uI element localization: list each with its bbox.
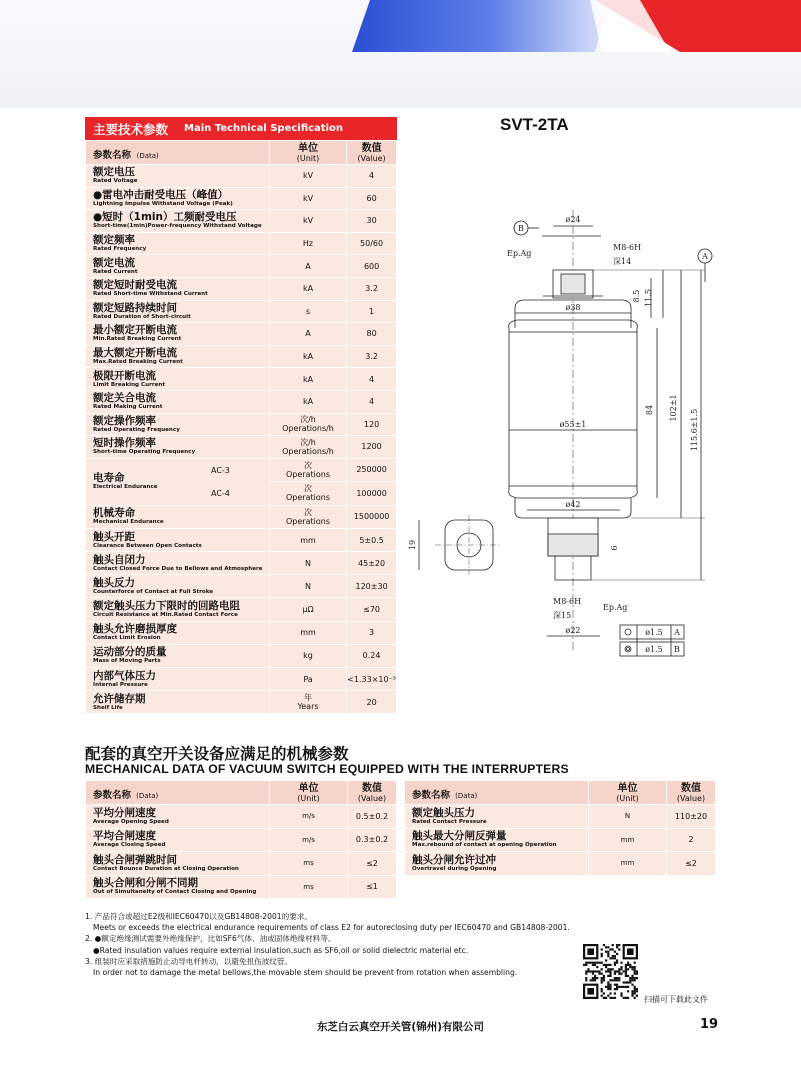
- row-unit2: Years: [297, 702, 319, 712]
- unit-cell: mm: [589, 828, 667, 852]
- row-unit: kA: [302, 284, 314, 294]
- param-en: Short-time(1min)Power-frequency Withstand Voltage: [93, 223, 262, 230]
- header-unit: [270, 781, 348, 805]
- table-row: [86, 805, 397, 829]
- table-row: [405, 828, 716, 852]
- param-name-cell: [405, 805, 589, 829]
- param-cn: 触头开距: [93, 530, 135, 543]
- value-cell: ≤2: [348, 852, 397, 876]
- dimension-label: Ep.Ag: [603, 603, 628, 612]
- unit-cell: [269, 255, 346, 278]
- dimension-label: 6: [610, 545, 619, 551]
- param-name-cell: [86, 210, 270, 233]
- header-unit-cn: 单位: [617, 782, 638, 794]
- row-unit: kV: [302, 171, 314, 181]
- param-cn: 触头最大分闸反弹量: [412, 830, 507, 843]
- header-unit: [589, 781, 667, 805]
- param-name-cell: [405, 828, 589, 852]
- table-row: [86, 668, 397, 691]
- value-cell: 3.2: [347, 277, 397, 300]
- param-cn: 额定短时耐受电流: [93, 279, 177, 292]
- value-cell: 120±30: [347, 575, 397, 598]
- header-value-cn: 数值: [681, 782, 701, 794]
- unit-cell: [269, 345, 346, 368]
- param-cn: 触头自闭力: [93, 553, 146, 566]
- mech-right-table: [404, 780, 716, 876]
- param-name-cell: [405, 852, 589, 876]
- row-unit: kg: [303, 651, 313, 661]
- value-cell: 0.3±0.2: [348, 828, 397, 852]
- header-name-en: (Data): [455, 792, 478, 800]
- table-row: [86, 323, 397, 346]
- param-en: Out of Simultaneity of Contact Closing and Opening: [93, 889, 257, 896]
- table-row: [86, 187, 397, 210]
- ac4-unit2: Operations: [286, 493, 330, 503]
- dimension-label: 84: [645, 404, 654, 416]
- header-name-en: (Data): [136, 792, 159, 800]
- param-name-cell: [86, 505, 270, 528]
- param-cn: 额定触头压力: [412, 806, 475, 819]
- value-cell: 50/60: [347, 232, 397, 255]
- value-cell: 80: [347, 323, 397, 346]
- table-row: [86, 458, 397, 482]
- table-row: [86, 436, 397, 459]
- unit-cell: N: [589, 805, 667, 829]
- row-unit: kA: [302, 374, 314, 384]
- row-unit: kV: [302, 193, 314, 203]
- header-unit-en: (Unit): [297, 793, 320, 803]
- table-row: [86, 368, 397, 391]
- header-name: [86, 141, 270, 165]
- spec-title-cn: 主要技术参数: [93, 121, 169, 137]
- row-unit: 次/h: [300, 415, 316, 425]
- row-unit2: Operations/h: [282, 424, 334, 434]
- dimension-label: 深14: [613, 257, 632, 266]
- dimension-label: 115.6±1.5: [690, 408, 699, 452]
- param-en: Mechanical Endurance: [93, 519, 164, 526]
- param-name-cell: [86, 575, 270, 598]
- param-en: Rated Current: [93, 268, 138, 275]
- header-unit-cn: 单位: [298, 142, 318, 154]
- table-row: [86, 828, 397, 852]
- dimension-label: ø1.5: [645, 628, 663, 637]
- param-cn: 额定电流: [93, 256, 135, 269]
- note-line: Meets or exceeds the electrical endurance requirements of class E2 for autoreclosing duty per IEC60470 and GB14808-2001.: [93, 923, 570, 933]
- param-en: Rated Contact Pressure: [412, 818, 487, 825]
- header-value-cn: 数值: [362, 782, 382, 794]
- value-cell: ≤70: [347, 598, 397, 621]
- table-row: [86, 210, 397, 233]
- param-cn: 触头合闸和分闸不同期: [93, 877, 198, 890]
- value-cell: 120: [347, 413, 397, 436]
- qr-code: [583, 944, 638, 999]
- param-cn: 允许储存期: [93, 692, 146, 705]
- value-cell: 2: [667, 828, 716, 852]
- footer-company: 东芝白云真空开关管(锦州)有限公司: [316, 1021, 485, 1033]
- electrical-endurance-label: [86, 458, 270, 505]
- table-row: [86, 598, 397, 621]
- param-cn: 运动部分的质量: [93, 646, 167, 659]
- unit-cell: [269, 598, 346, 621]
- unit-cell: [269, 482, 346, 506]
- spec-title-en: Main Technical Specification: [184, 123, 343, 134]
- row-unit: N: [305, 558, 311, 568]
- param-cn: 极限开断电流: [93, 369, 156, 382]
- unit-cell: [269, 300, 346, 323]
- value-cell: 3.2: [347, 345, 397, 368]
- note-line: 3. 组装时应采取措施防止动导电杆转动，以避免扭伤波纹管。: [85, 956, 293, 966]
- row-unit: s: [305, 306, 311, 316]
- param-cn: 机械寿命: [93, 507, 135, 520]
- row-unit: 次/h: [300, 437, 316, 447]
- dimension-label: 11.5: [644, 289, 653, 307]
- value-cell: 45±20: [347, 552, 397, 575]
- unit-cell: mm: [589, 852, 667, 876]
- dimension-label: M8-6H: [613, 243, 642, 252]
- header-value-cn: 数值: [361, 142, 382, 154]
- note-line: 2. ●额定绝缘测试需要外绝缘保护，比如SF6气体、油或固体绝缘材料等。: [85, 934, 336, 944]
- dimension-label: ø1.5: [645, 645, 663, 654]
- param-name-cell: [86, 323, 270, 346]
- spec-body-lower: [86, 505, 397, 714]
- table-row: [405, 852, 716, 876]
- technical-drawing: [405, 200, 725, 660]
- ac3-label: AC-3: [211, 465, 230, 475]
- unit-cell: [269, 368, 346, 391]
- mech-header-row: [86, 781, 397, 805]
- model-title: SVT-2TA: [500, 115, 569, 134]
- param-cn: 平均合闸速度: [93, 830, 156, 843]
- mech-header-row: [405, 781, 716, 805]
- table-row: [86, 277, 397, 300]
- dimension-label: 102±1: [669, 394, 678, 422]
- dimension-label: B: [518, 224, 524, 233]
- param-en: Max.Rated Breaking Current: [93, 359, 183, 366]
- mech-title-cn: 配套的真空开关设备应满足的机械参数: [85, 745, 349, 763]
- header-name-cn: 参数名称: [93, 150, 132, 161]
- param-cn: 额定电压: [93, 166, 135, 179]
- value-cell: 3: [347, 621, 397, 644]
- param-name-cell: [86, 691, 270, 714]
- table-row: [86, 413, 397, 436]
- dimension-label: B: [674, 645, 680, 654]
- unit-cell: [269, 232, 346, 255]
- param-en: Circuit Resistance at Min.Rated Contact Force: [93, 612, 238, 619]
- param-name-cell: [86, 852, 270, 876]
- value-cell: ≤1: [348, 875, 397, 899]
- param-en: Lightning Impulse Withstand Voltage (Peak): [93, 200, 233, 207]
- spec-header-row: [86, 141, 397, 165]
- ac3-unit2: Operations: [286, 469, 330, 479]
- value-cell: <1.33×10⁻³: [347, 668, 397, 691]
- table-row: [86, 575, 397, 598]
- table-row: [86, 621, 397, 644]
- param-en: Short-time Operating Frequency: [93, 449, 196, 456]
- note-line: ●Rated insulation values require external insulation,such as SF6,oil or solid dielectric material etc.: [93, 945, 469, 955]
- dimension-label: ø24: [565, 215, 581, 224]
- spec-table: [85, 140, 397, 714]
- param-name-cell: [86, 232, 270, 255]
- note-line: 1. 产品符合或超过E2级和IEC60470以及GB14808-2001的要求。: [85, 912, 313, 921]
- row-unit2: Operations/h: [282, 446, 334, 456]
- dimension-label: ø42: [565, 500, 581, 509]
- unit-cell: ms: [270, 852, 348, 876]
- dimension-label: ø38: [565, 303, 581, 312]
- param-en: Rated Voltage: [93, 178, 138, 185]
- value-cell: ≤2: [667, 852, 716, 876]
- table-row: [86, 165, 397, 188]
- table-row: [86, 644, 397, 667]
- value-cell: 110±20: [667, 805, 716, 829]
- mech-title-en: MECHANICAL DATA OF VACUUM SWITCH EQUIPPED WITH THE INTERRUPTERS: [85, 762, 569, 776]
- header-name-cn: 参数名称: [412, 790, 451, 801]
- banner-graphic: [340, 0, 801, 60]
- header-name-cn: 参数名称: [93, 790, 132, 801]
- ac4-label: AC-4: [211, 488, 230, 498]
- param-en: Contact Closed Force Due to Bellows and Atmosphere: [93, 565, 263, 572]
- unit-cell: [269, 528, 346, 551]
- dimension-label: ø22: [565, 626, 581, 635]
- unit-cell: [269, 323, 346, 346]
- ac3-unit: 次: [304, 460, 312, 470]
- row-unit: mm: [300, 628, 316, 638]
- header-value-en: (Value): [357, 793, 387, 803]
- mech-left-table: [85, 780, 397, 899]
- dimension-label: 深15: [553, 611, 572, 620]
- header-unit-cn: 单位: [298, 782, 319, 794]
- unit-cell: [269, 277, 346, 300]
- dimension-label: ø55±1: [559, 420, 587, 429]
- param-name-cell: [86, 598, 270, 621]
- param-en: Rated Making Current: [93, 404, 163, 411]
- value-cell: 1: [347, 300, 397, 323]
- value-cell: 0.24: [347, 644, 397, 667]
- param-en: Overtravel during Opening: [412, 865, 497, 872]
- spec-electrical-endurance: [86, 458, 397, 505]
- param-name-cell: [86, 552, 270, 575]
- unit-cell: [269, 187, 346, 210]
- spec-title-bar: [85, 117, 397, 140]
- unit-cell: [269, 458, 346, 482]
- param-en: Min.Rated Breaking Current: [93, 336, 182, 343]
- electrical-cn: 电寿命: [93, 472, 125, 485]
- param-cn: 额定短路持续时间: [93, 301, 177, 314]
- param-cn: ●雷电冲击耐受电压（峰值）: [93, 188, 229, 201]
- param-name-cell: [86, 165, 270, 188]
- table-row: [86, 875, 397, 899]
- ac4-value: 100000: [347, 482, 397, 506]
- row-unit: 次: [304, 507, 312, 517]
- unit-cell: [269, 436, 346, 459]
- param-en: Limit Breaking Current: [93, 381, 166, 388]
- param-name-cell: [86, 436, 270, 459]
- param-cn: 触头分闸允许过冲: [412, 853, 496, 866]
- param-name-cell: [86, 644, 270, 667]
- param-en: Average Opening Speed: [93, 818, 169, 825]
- param-cn: 额定操作频率: [93, 414, 156, 427]
- header-value: [347, 141, 397, 165]
- param-en: Rated Operating Frequency: [93, 426, 180, 433]
- unit-cell: [269, 668, 346, 691]
- notes: [85, 911, 570, 978]
- param-cn: 触头允许磨损厚度: [93, 623, 177, 636]
- param-name-cell: [86, 621, 270, 644]
- unit-cell: [269, 644, 346, 667]
- param-en: Max.rebound of contact at opening Operation: [412, 842, 557, 849]
- header-unit-en: (Unit): [296, 153, 320, 163]
- param-cn: 最大额定开断电流: [93, 347, 177, 360]
- param-cn: ●短时（1min）工频耐受电压: [93, 211, 237, 224]
- param-name-cell: [86, 300, 270, 323]
- param-en: Counterforce of Contact at Full Stroke: [93, 588, 214, 595]
- row-unit: kA: [302, 397, 314, 407]
- ac3-value: 250000: [347, 458, 397, 482]
- header-unit-en: (Unit): [616, 793, 639, 803]
- dimension-label: Ep.Ag: [507, 249, 532, 258]
- value-cell: 600: [347, 255, 397, 278]
- param-name-cell: [86, 368, 270, 391]
- param-cn: 平均分闸速度: [93, 806, 156, 819]
- param-cn: 最小额定开断电流: [93, 324, 177, 337]
- value-cell: 1500000: [347, 505, 397, 528]
- unit-cell: [269, 552, 346, 575]
- table-row: [86, 505, 397, 528]
- param-name-cell: [86, 277, 270, 300]
- param-en: Contact Limit Erosion: [93, 635, 161, 642]
- header-value: [348, 781, 397, 805]
- table-row: [86, 390, 397, 413]
- value-cell: 30: [347, 210, 397, 233]
- header-value: [667, 781, 716, 805]
- row-unit: Pa: [303, 674, 313, 684]
- table-row: [405, 805, 716, 829]
- electrical-en: Electrical Endurance: [93, 484, 158, 491]
- dimension-label: M8-6H: [553, 597, 582, 606]
- ac4-unit: 次: [304, 484, 312, 494]
- spec-body-upper: [86, 165, 397, 459]
- param-en: Rated Frequency: [93, 246, 147, 253]
- header-unit: [269, 141, 346, 165]
- unit-cell: [269, 691, 346, 714]
- header-name-en: (Data): [136, 152, 159, 160]
- value-cell: 4: [347, 390, 397, 413]
- value-cell: 4: [347, 165, 397, 188]
- table-row: [86, 852, 397, 876]
- row-unit: 年: [304, 693, 312, 703]
- table-row: [86, 691, 397, 714]
- dimension-label: A: [702, 252, 708, 261]
- param-en: Average Closing Speed: [93, 842, 166, 849]
- param-en: Internal Pressure: [93, 681, 148, 688]
- value-cell: 5±0.5: [347, 528, 397, 551]
- row-unit: kV: [302, 216, 314, 226]
- row-unit: A: [305, 329, 311, 339]
- table-row: [86, 232, 397, 255]
- param-en: Mass of Moving Parts: [93, 658, 161, 665]
- param-name-cell: [86, 187, 270, 210]
- unit-cell: [269, 390, 346, 413]
- unit-cell: m/s: [270, 828, 348, 852]
- value-cell: 1200: [347, 436, 397, 459]
- row-unit: N: [305, 581, 311, 591]
- unit-cell: ms: [270, 875, 348, 899]
- row-unit: Hz: [302, 239, 314, 249]
- table-row: [86, 552, 397, 575]
- header-name: [86, 781, 270, 805]
- param-name-cell: [86, 528, 270, 551]
- param-name-cell: [86, 875, 270, 899]
- unit-cell: m/s: [270, 805, 348, 829]
- qr-caption: 扫描可下载此文件: [644, 995, 708, 1004]
- dimension-label: 19: [408, 539, 417, 551]
- table-row: [86, 255, 397, 278]
- param-en: Rated Duration of Short-circuit: [93, 313, 191, 320]
- unit-cell: [269, 575, 346, 598]
- table-row: [86, 300, 397, 323]
- row-unit: mm: [300, 535, 316, 545]
- table-row: [86, 528, 397, 551]
- param-name-cell: [86, 255, 270, 278]
- param-name-cell: [86, 668, 270, 691]
- header-name: [405, 781, 589, 805]
- header-value-en: (Value): [676, 793, 706, 803]
- unit-cell: [269, 165, 346, 188]
- param-name-cell: [86, 413, 270, 436]
- page-number: 19: [700, 1017, 719, 1032]
- value-cell: 20: [347, 691, 397, 714]
- param-cn: 触头合闸弹跳时间: [93, 853, 177, 866]
- table-row: [86, 345, 397, 368]
- row-unit2: Operations: [286, 516, 330, 526]
- row-unit: A: [305, 261, 311, 271]
- unit-cell: [269, 210, 346, 233]
- param-en: Contact Bounce Duration at Closing Operation: [93, 865, 239, 872]
- param-cn: 触头反力: [93, 576, 135, 589]
- param-cn: 短时操作频率: [93, 437, 156, 450]
- param-name-cell: [86, 390, 270, 413]
- value-cell: 4: [347, 368, 397, 391]
- dimension-label: 8.5: [632, 289, 641, 303]
- param-en: Rated Short-time Withstand Current: [93, 291, 208, 298]
- note-line: In order not to damage the metal bellows,the movable stem should be prevent from rotation when assembling.: [93, 968, 518, 978]
- param-name-cell: [86, 828, 270, 852]
- row-unit: kA: [302, 352, 314, 362]
- param-name-cell: [86, 805, 270, 829]
- unit-cell: [269, 505, 346, 528]
- param-en: Shelf Life: [93, 704, 123, 711]
- header-value-en: (Value): [357, 153, 386, 163]
- param-name-cell: [86, 345, 270, 368]
- dimension-label: A: [674, 628, 680, 637]
- param-cn: 额定频率: [93, 234, 135, 247]
- param-cn: 内部气体压力: [93, 669, 156, 682]
- value-cell: 60: [347, 187, 397, 210]
- param-en: Clearance Between Open Contacts: [93, 542, 202, 549]
- unit-cell: [269, 413, 346, 436]
- value-cell: 0.5±0.2: [348, 805, 397, 829]
- unit-cell: [269, 621, 346, 644]
- row-unit: μΩ: [302, 605, 314, 615]
- param-cn: 额定触头压力下限时的回路电阻: [93, 600, 240, 613]
- param-cn: 额定关合电流: [93, 392, 156, 405]
